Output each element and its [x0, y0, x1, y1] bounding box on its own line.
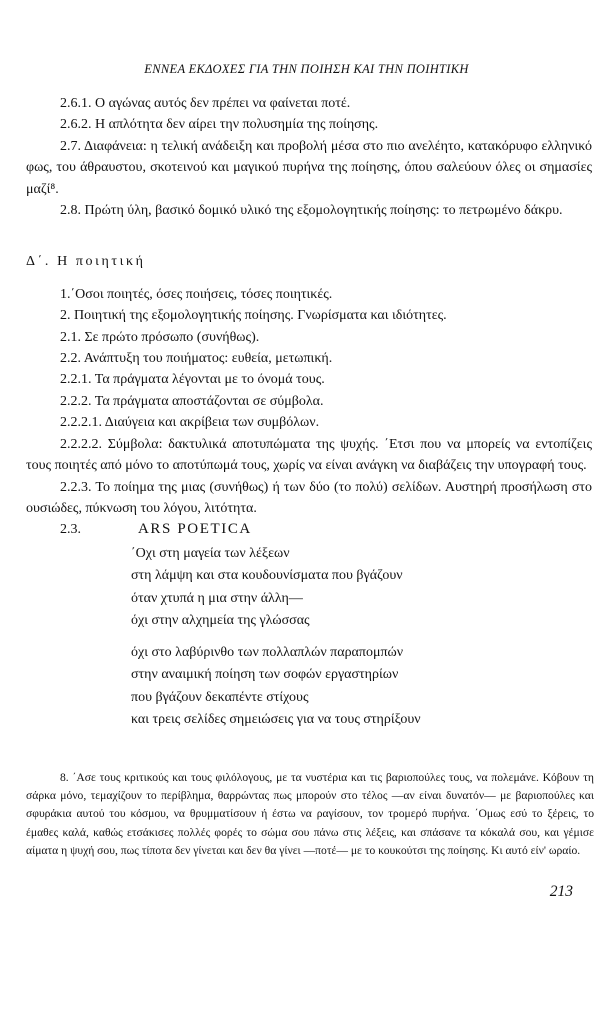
paragraph-2-7: 2.7. Διαφάνεια: η τελική ανάδειξη και προβολή μέσα στο πιο ανελέητο, κατακόρυφο ελληνικό φως, του άθραυστου, σκοτεινού και μαγικού πυρήνα της ποίησης, όπου σαλεύουν όλες οι σημασίες μαζί⁸.: [26, 138, 592, 197]
poem-line: όχι στην αλχημεία της γλώσσας: [131, 613, 310, 629]
poem-line: στην αναιμική ποίηση των σοφών εργαστηρίων: [131, 667, 399, 683]
section-heading: Δ΄. Η ποιητική: [26, 254, 146, 270]
poem-line: ΄Οχι στη μαγεία των λέξεων: [131, 545, 290, 561]
poem-line: στη λάμψη και στα κουδουνίσματα που βγάζουν: [131, 568, 403, 584]
poem-line: που βγάζουν δεκαπέντε στίχους: [131, 689, 309, 705]
poem: [131, 543, 592, 732]
ars-poetica-title: ARS POETICA: [138, 521, 252, 538]
main-text: [26, 93, 592, 732]
paragraph-1: 1.΄Οσοι ποιητές, όσες ποιήσεις, τόσες ποιητικές.: [60, 286, 333, 302]
paragraph-2-2-1: 2.2.1. Τα πράγματα λέγονται με το όνομά τους.: [60, 372, 325, 388]
running-head: ΕΝΝΕΑ ΕΚΔΟΧΕΣ ΓΙΑ ΤΗΝ ΠΟΙΗΣΗ ΚΑΙ ΤΗΝ ΠΟΙΗΤΙΚΗ: [144, 62, 469, 76]
page-number: 213: [549, 883, 573, 900]
paragraph-2-8: 2.8. Πρώτη ύλη, βασικό δομικό υλικό της εξομολογητικής ποίησης: το πετρωμένο δάκρυ.: [60, 203, 563, 219]
paragraph-2: 2. Ποιητική της εξομολογητικής ποίησης. Γνωρίσματα και ιδιότητες.: [60, 308, 447, 324]
paragraph-2-2-3: 2.2.3. Το ποίημα της μιας (συνήθως) ή των δύο (το πολύ) σελίδων. Αυστηρή προσήλωση στο ουσιώδες, πύκνωση του λόγου, λιτότητα.: [26, 479, 592, 516]
poem-line: όταν χτυπά η μια στην άλλη—: [131, 590, 303, 606]
paragraph-2-6-1: 2.6.1. Ο αγώνας αυτός δεν πρέπει να φαίνεται ποτέ.: [60, 96, 351, 111]
ars-poetica-heading: [26, 519, 592, 540]
section-spacer: [26, 221, 592, 251]
stanza-spacer: [131, 633, 592, 642]
paragraph-2-6-2: 2.6.2. Η απλότητα δεν αίρει την πολυσημία της ποίησης.: [60, 117, 379, 133]
paragraph-2-2-2: 2.2.2. Τα πράγματα αποστάζονται σε σύμβολα.: [60, 393, 324, 409]
footnotes: [26, 769, 594, 860]
paragraph-2-1: 2.1. Σε πρώτο πρόσωπο (συνήθως).: [60, 329, 260, 345]
ars-poetica-number: 2.3.: [60, 522, 81, 538]
footnote-8: 8. ΄Ασε τους κριτικούς και τους φιλόλογους, με τα νυστέρια και τις βαριοπούλες τους, να πολεμάνε. Κόβουν τη σάρκα μόνο, τεμαχίζουν το περίβλημα, θαρρώντας πως μπορούν στο τέλος —αν είναι δυνατόν— με βαριοπούλες και σφυράκια αυτού του κόσμου, να θρυμματίσουν ή έστω να ραγίσουν, τον τρομερό πυρήνα. ΄Ομως εσύ το ξέρεις, το έμαθες καλά, καθώς ετσάκισες πολλές φορές το σώμα σου πάνω στις λέξεις, και σπάσανε τα κόκαλά σου, και γέμισε αίματα η ψυχή σου, πως τίποτα δεν γίνεται και δεν θα γίνει —ποτέ— με το κουκούτσι της ποίησης. Κι αυτό είν' ωραίο.: [26, 771, 594, 857]
paragraph-2-2-2-1: 2.2.2.1. Διαύγεια και ακρίβεια των συμβόλων.: [60, 415, 320, 431]
paragraph-2-2-2-2: 2.2.2.2. Σύμβολα: δακτυλικά αποτυπώματα της ψυχής. ΄Ετσι που να μπορείς να εντοπίζεις τους ποιητές από μόνο το αποτύπωμά τους, χωρίς να είναι ανάγκη να διαβάζεις την υπογραφή τους.: [26, 436, 592, 474]
paragraph-2-2: 2.2. Ανάπτυξη του ποιήματος: ευθεία, μετωπική.: [60, 351, 333, 367]
heading-spacer: [26, 273, 592, 284]
poem-line: όχι στο λαβύρινθο των πολλαπλών παραπομπών: [131, 644, 404, 660]
poem-line: και τρεις σελίδες σημειώσεις για να τους στηρίξουν: [131, 712, 421, 728]
